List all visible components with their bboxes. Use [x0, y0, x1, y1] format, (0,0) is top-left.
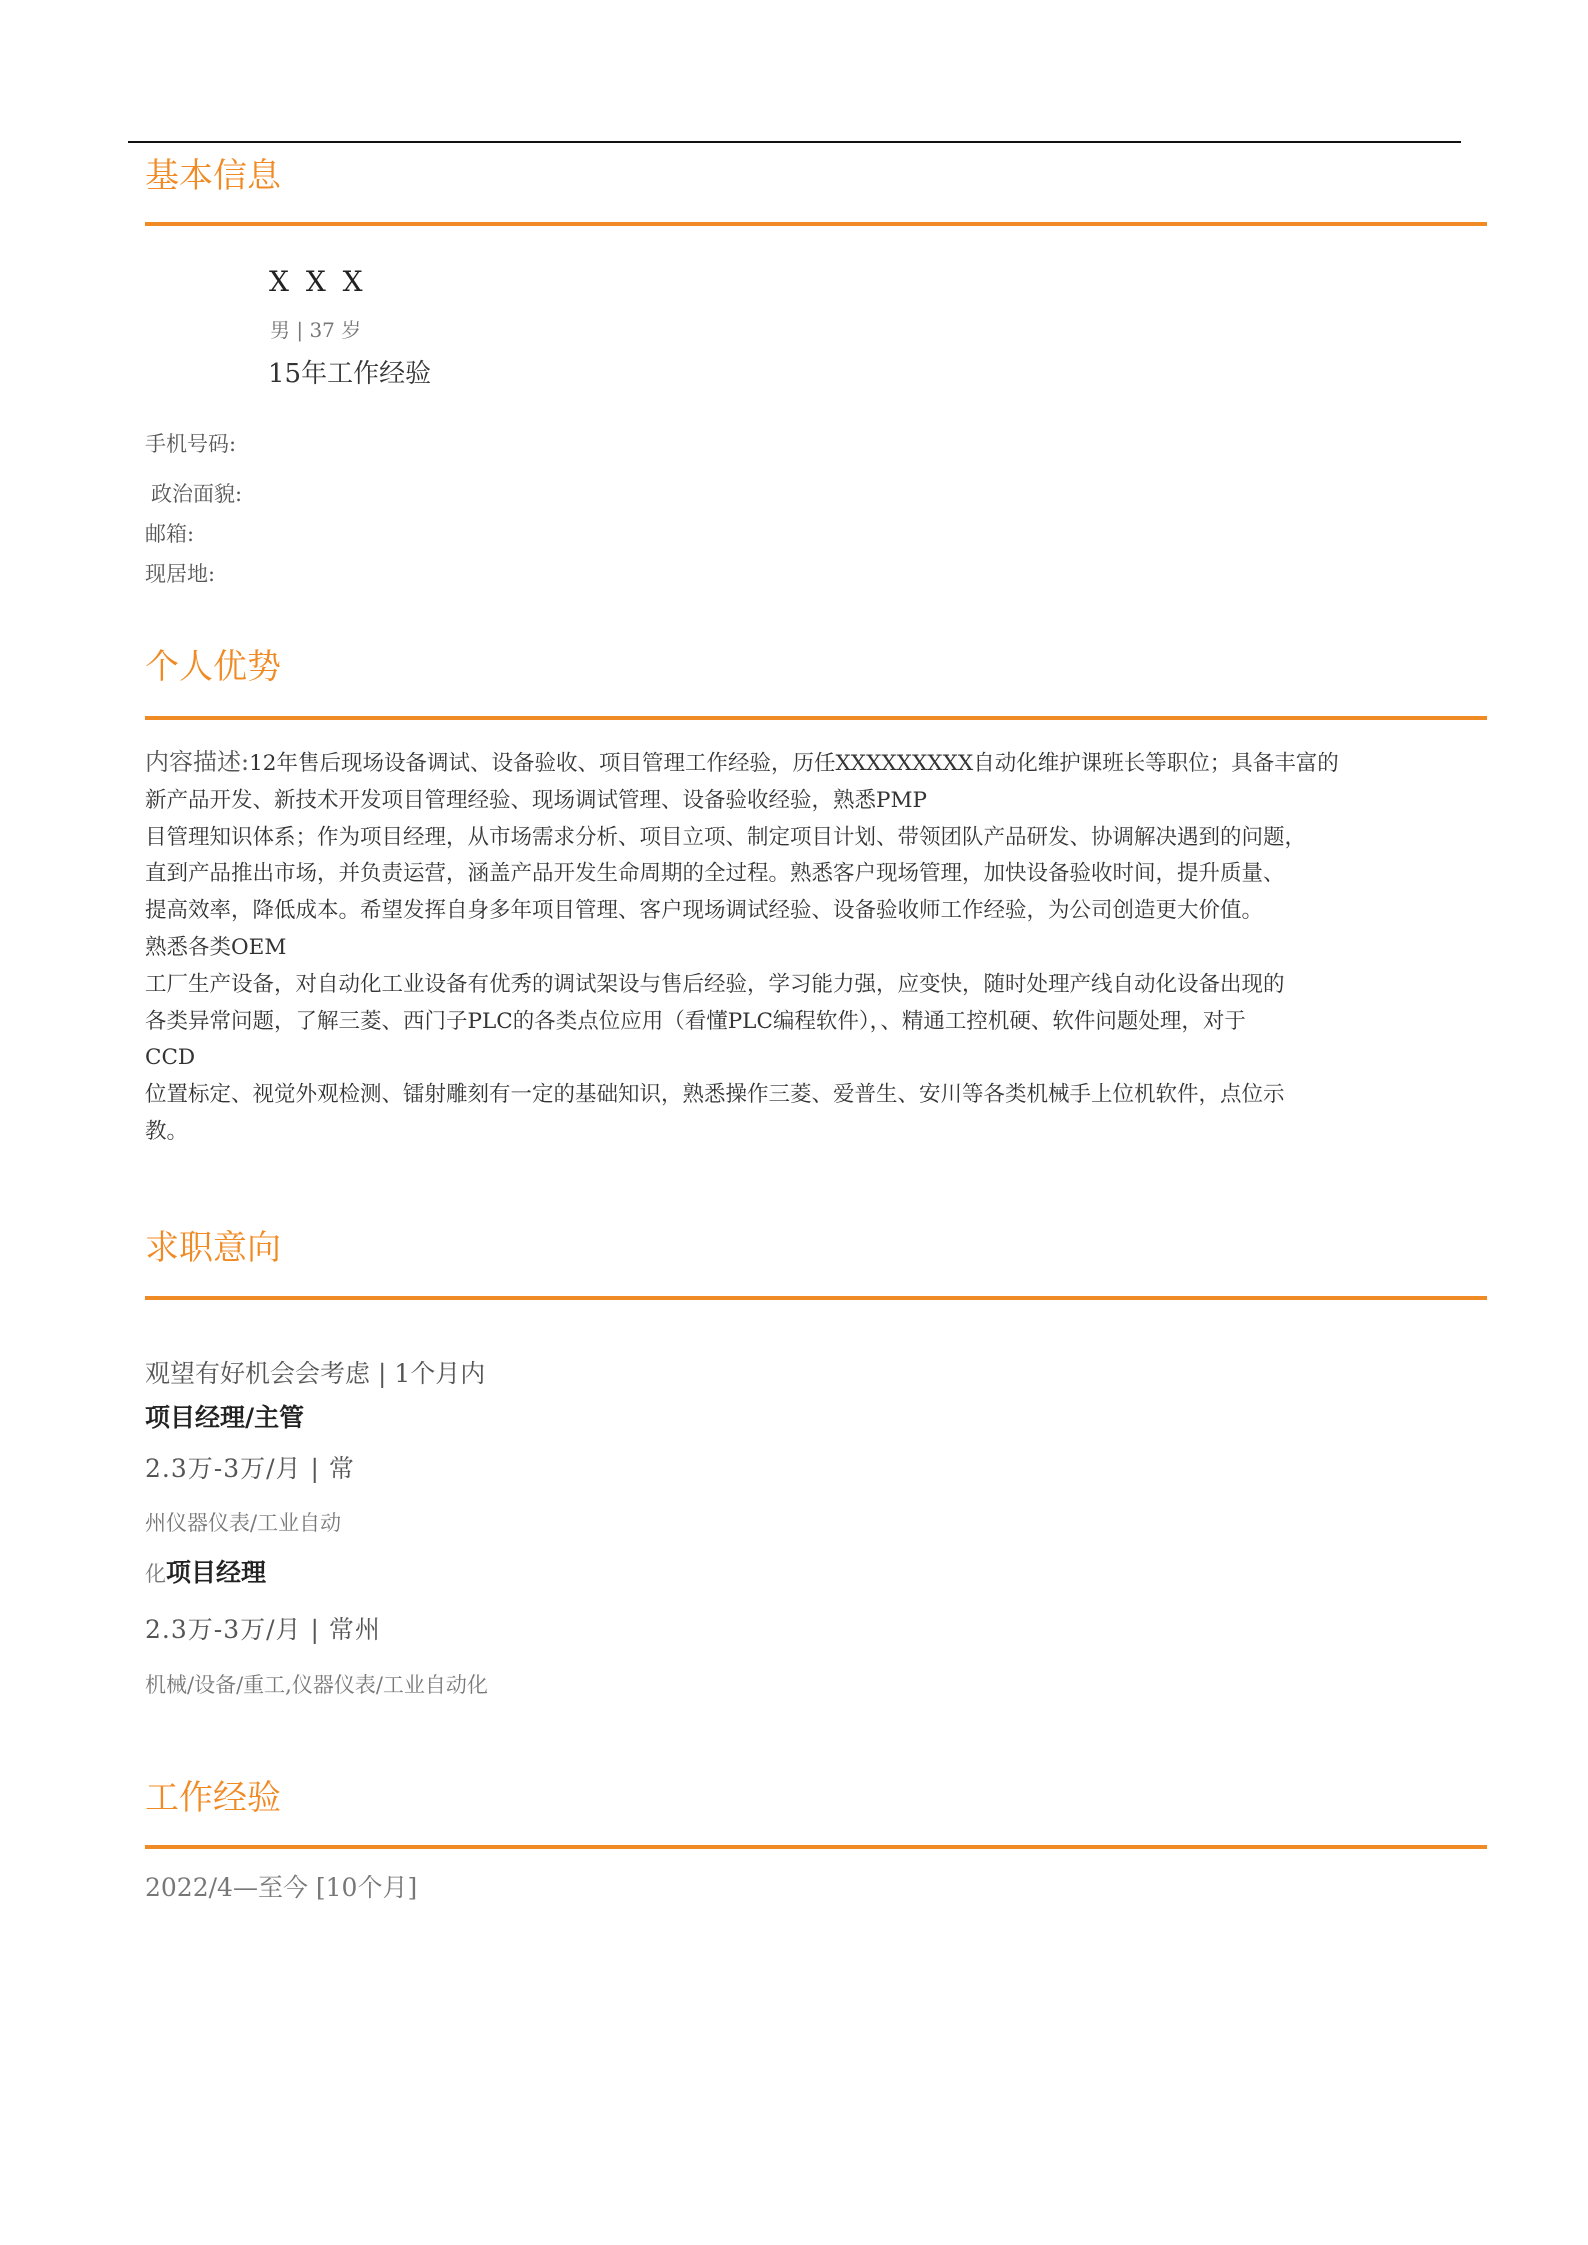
advantage-line: 新产品开发、新技术开发项目管理经验、现场调试管理、设备验收经验，熟悉PMP: [145, 787, 927, 813]
job-status: 观望有好机会会考虑 | 1个月内: [145, 1359, 486, 1388]
industry-1: 州仪器仪表/工业自动: [145, 1511, 342, 1535]
job-title-1: 项目经理/主管: [145, 1403, 305, 1432]
phone-label: 手机号码:: [145, 432, 237, 456]
salary-location-1: 2.3万-3万/月 | 常: [145, 1454, 355, 1483]
years-experience: 15年工作经验: [268, 359, 432, 389]
section-title-basic: 基本信息: [145, 156, 281, 196]
salary-location-2: 2.3万-3万/月 | 常州: [145, 1615, 381, 1644]
section-divider-advantage: [145, 716, 1487, 720]
advantage-line: 工厂生产设备，对自动化工业设备有优秀的调试架设与售后经验，学习能力强，应变快，随时处理产线自动化设备出现的: [145, 971, 1285, 997]
gender-age: 男 | 37 岁: [270, 318, 362, 342]
address-label: 现居地:: [145, 562, 216, 586]
section-title-intent: 求职意向: [145, 1228, 281, 1268]
section-divider-basic: [145, 222, 1487, 226]
advantage-line: 直到产品推出市场，并负责运营，涵盖产品开发生命周期的全过程。熟悉客户现场管理，加快设备验收时间，提升质量、: [145, 861, 1285, 887]
advantage-line: 各类异常问题，了解三菱、西门子PLC的各类点位应用（看懂PLC编程软件），、精通工控机硬、软件问题处理，对于: [145, 1008, 1246, 1034]
section-title-work: 工作经验: [145, 1778, 281, 1818]
industry-prefix-2: 化: [145, 1562, 166, 1586]
industry-2: 机械/设备/重工,仪器仪表/工业自动化: [145, 1673, 488, 1697]
job-entry-2: [145, 1560, 266, 1585]
politics-label: 政治面貌:: [151, 482, 243, 506]
top-divider: [128, 141, 1461, 143]
work-period: 2022/4—至今 [10个月]: [145, 1873, 418, 1902]
section-divider-intent: [145, 1296, 1487, 1300]
advantage-description: [145, 744, 1485, 1151]
section-title-advantage: 个人优势: [145, 647, 281, 687]
candidate-name: X X X: [269, 265, 367, 298]
advantage-line: CCD: [145, 1045, 196, 1071]
section-divider-work: [145, 1845, 1487, 1849]
advantage-label: 内容描述:: [145, 748, 250, 776]
advantage-line: 目管理知识体系；作为项目经理，从市场需求分析、项目立项、制定项目计划、带领团队产品研发、协调解决遇到的问题，: [145, 824, 1307, 850]
advantage-line: 内容描述:12年售后现场设备调试、设备验收、项目管理工作经验，历任XXXXXXXXX自动化维护课班长等职位；具备丰富的: [145, 748, 1339, 776]
email-label: 邮箱:: [145, 522, 195, 546]
advantage-line: 位置标定、视觉外观检测、镭射雕刻有一定的基础知识，熟悉操作三菱、爱普生、安川等各类机械手上位机软件，点位示: [145, 1082, 1285, 1108]
advantage-line: 教。: [145, 1118, 189, 1144]
advantage-line: 熟悉各类OEM: [145, 934, 287, 960]
advantage-line: 提高效率，降低成本。希望发挥自身多年项目管理、客户现场调试经验、设备验收师工作经验，为公司创造更大价值。: [145, 898, 1264, 924]
job-title-2: 项目经理: [166, 1558, 267, 1587]
